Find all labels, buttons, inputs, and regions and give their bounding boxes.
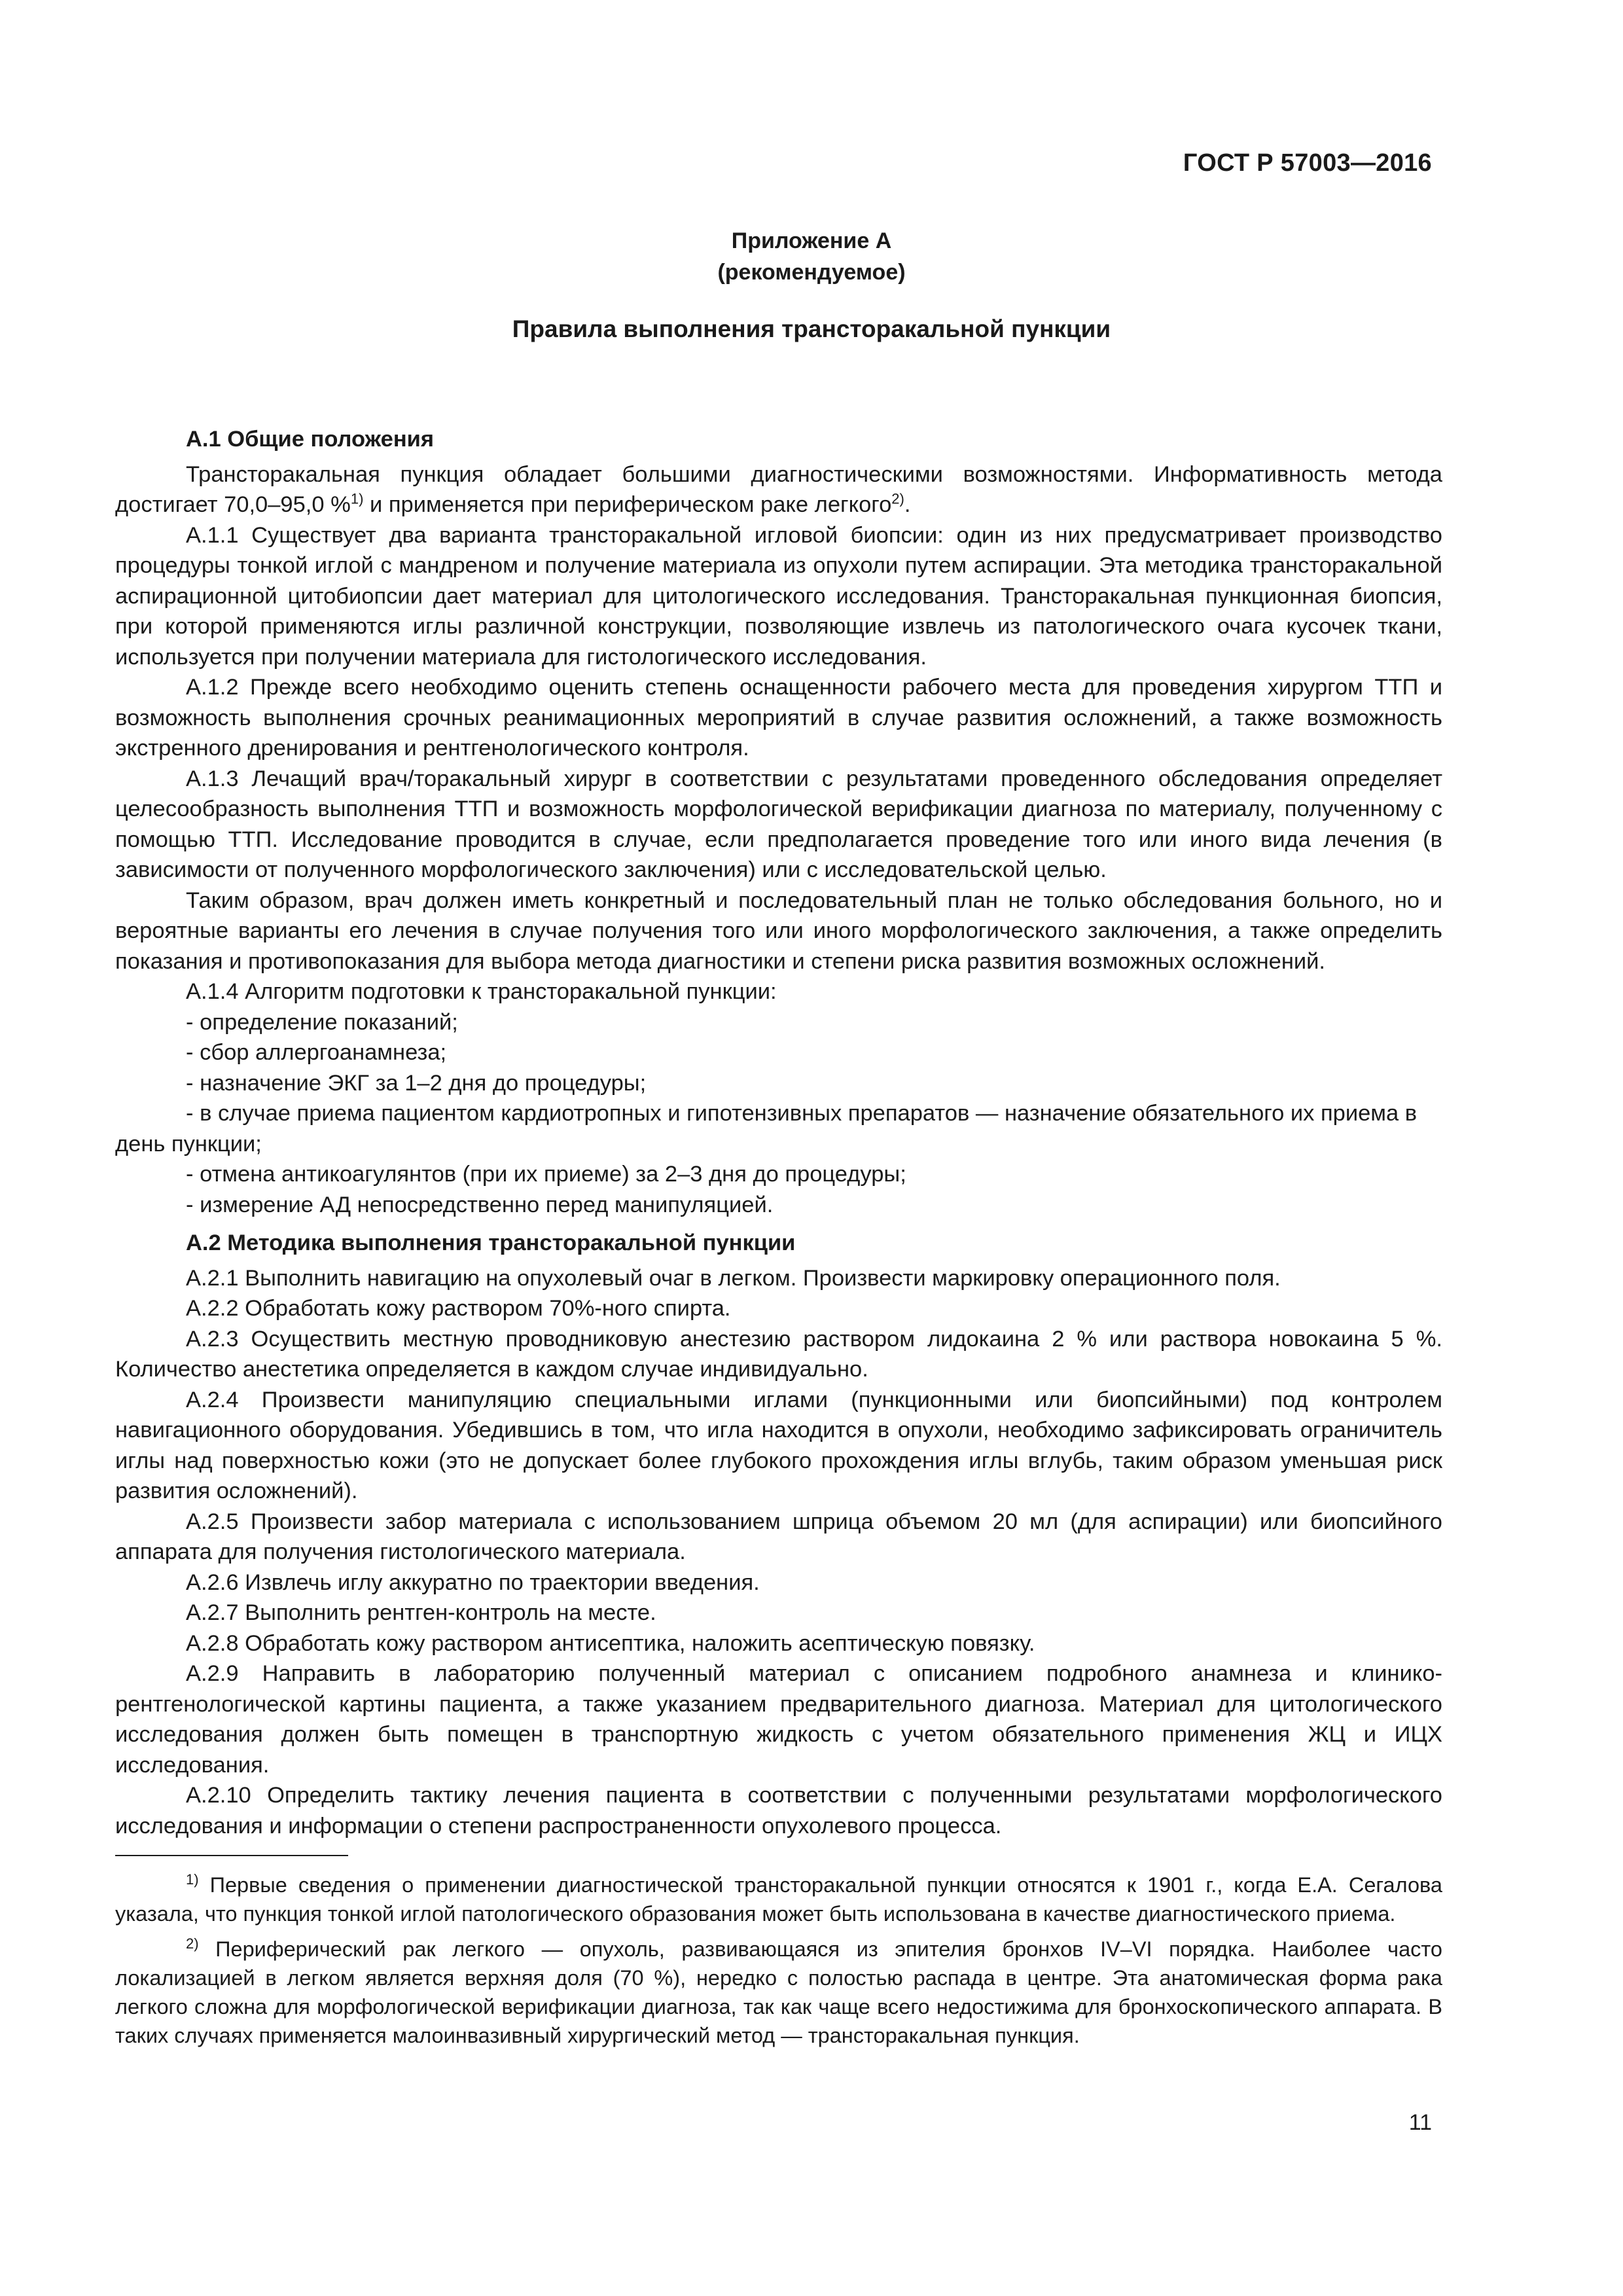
paragraph-a24: А.2.4 Произвести манипуляцию специальными иглами (пункционными или биопсийными) под контролем навигационного оборудования. Убедившись в том, что игла находится в опухоли, необходимо зафиксировать ограничитель иглы над поверхностью кожи (это не допускает более глубокого прохождения иглы вглубь, таким образом уменьшая риск развития осложнений).: [115, 1387, 1442, 1503]
section-a1-heading: А.1 Общие положения: [186, 427, 435, 452]
standard-code-header: ГОСТ Р 57003—2016: [1183, 149, 1432, 177]
paragraph-summary: Таким образом, врач должен иметь конкретный и последовательный план не только обследования больного, но и вероятные варианты его лечения в случае получения того или иного морфологического заключения, а также определить показания и противопоказания для выбора метода диагностики и степени риска развития возможных осложнений.: [115, 888, 1442, 974]
paragraph-a22: А.2.2 Обработать кожу раствором 70%-ного спирта.: [186, 1296, 731, 1321]
list-item: - сбор аллергоанамнеза;: [186, 1040, 447, 1065]
annex-status: (рекомендуемое): [717, 260, 906, 285]
annex-title: Правила выполнения трансторакальной пункции: [512, 315, 1111, 342]
list-item: - определение показаний;: [186, 1009, 458, 1035]
document-body: [115, 424, 1442, 1841]
list-item: - измерение АД непосредственно перед манипуляцией.: [186, 1192, 774, 1217]
list-item: - в случае приема пациентом кардиотропных и гипотензивных препаратов — назначение обязательного их приема в день пункции;: [115, 1101, 1418, 1157]
footnote-text: Первые сведения о применении диагностической трансторакальной пункции относятся к 1901 г., когда Е.А. Сегалова указала, что пункция тонкой иглой патологического образования может быть использована в качестве диагностического приема.: [115, 1873, 1442, 1926]
paragraph-a27: А.2.7 Выполнить рентген-контроль на месте.: [186, 1600, 656, 1625]
paragraph-a1-intro-mid: и применяется при периферическом раке легкого: [363, 492, 892, 517]
paragraph-a1-intro-end: .: [904, 492, 911, 517]
preparation-list: [115, 1007, 1442, 1221]
page-number: 11: [1408, 2110, 1432, 2135]
paragraph-a12: А.1.2 Прежде всего необходимо оценить степень оснащенности рабочего места для проведения хирургом ТТП и возможность выполнения срочных реанимационных мероприятий в случае развития осложнений, а также возможность экстренного дренирования и рентгенологического контроля.: [115, 675, 1442, 761]
list-item: - отмена антикоагулянтов (при их приеме) за 2–3 дня до процедуры;: [186, 1162, 906, 1187]
footnotes: [115, 1871, 1442, 2056]
paragraph-a11: А.1.1 Существует два варианта трансторакальной игловой биопсии: один из них предусматривает производство процедуры тонкой иглой с мандреном и получение материала из опухоли путем аспирации. Эта методика трансторакальной аспирационной цитобиопсии дает материал для цитологического исследования. Трансторакальная пункционная биопсия, при которой применяются иглы различной конструкции, позволяющие извлечь из патологического очага кусочек ткани, используется при получении материала для гистологического исследования.: [115, 522, 1442, 670]
footnote-mark: 2): [186, 1935, 199, 1952]
paragraph-a14: А.1.4 Алгоритм подготовки к трансторакальной пункции:: [186, 979, 777, 1004]
section-a2-heading: А.2 Методика выполнения трансторакальной пункции: [186, 1230, 796, 1255]
paragraph-a23: А.2.3 Осуществить местную проводниковую анестезию раствором лидокаина 2 % или раствора новокаина 5 %. Количество анестетика определяется в каждом случае индивидуально.: [115, 1326, 1442, 1382]
paragraph-a29: А.2.9 Направить в лабораторию полученный материал с описанием подробного анамнеза и клинико-рентгенологической картины пациента, а также указанием предварительного диагноза. Материал для цитологического исследования должен быть помещен в транспортную жидкость с учетом обязательного применения ЖЦ и ИЦХ исследования.: [115, 1661, 1442, 1778]
paragraph-a210: А.2.10 Определить тактику лечения пациента в соответствии с полученными результатами морфологического исследования и информации о степени распространенности опухолевого процесса.: [115, 1783, 1442, 1839]
footnote-divider: [115, 1855, 348, 1856]
annex-heading: [0, 225, 1623, 288]
footnote-text: Периферический рак легкого — опухоль, развивающаяся из эпителия бронхов IV–VI порядка. Наиболее часто локализацией в легком является верхняя доля (70 %), нередко с полостью распада в центре. Эта анатомическая форма рака легкого сложна для морфологической верификации диагноза, так как чаще всего недостижима для бронхоскопического аппарата. В таких случаях применяется малоинвазивный хирургический метод — трансторакальная пункция.: [115, 1937, 1442, 2047]
footnote-ref-1: 1): [350, 490, 364, 507]
paragraph-a21: А.2.1 Выполнить навигацию на опухолевый очаг в легком. Произвести маркировку операционного поля.: [186, 1265, 1281, 1291]
paragraph-a26: А.2.6 Извлечь иглу аккуратно по траектории введения.: [186, 1570, 760, 1595]
paragraph-a25: А.2.5 Произвести забор материала с использованием шприца объемом 20 мл (для аспирации) или биопсийного аппарата для получения гистологического материала.: [115, 1509, 1442, 1564]
footnote-2: [115, 1935, 1442, 2050]
paragraph-a28: А.2.8 Обработать кожу раствором антисептика, наложить асептическую повязку.: [186, 1630, 1035, 1656]
footnote-mark: 1): [186, 1871, 199, 1888]
paragraph-a1-intro-text: Трансторакальная пункция обладает большими диагностическими возможностями. Информативность метода достигает 70,0–95,0 %: [115, 461, 1442, 517]
paragraph-a1-intro: [115, 459, 1442, 520]
annex-label: Приложение А: [731, 228, 892, 253]
footnote-ref-2: 2): [891, 490, 904, 507]
footnote-1: [115, 1871, 1442, 1928]
list-item: - назначение ЭКГ за 1–2 дня до процедуры;: [186, 1070, 647, 1096]
paragraph-a13: А.1.3 Лечащий врач/торакальный хирург в соответствии с результатами проведенного обследования определяет целесообразность выполнения ТТП и возможность морфологической верификации диагноза по материалу, полученному с помощью ТТП. Исследование проводится в случае, если предполагается проведение того или иного вида лечения (в зависимости от полученного морфологического заключения) или с исследовательской целью.: [115, 766, 1442, 882]
